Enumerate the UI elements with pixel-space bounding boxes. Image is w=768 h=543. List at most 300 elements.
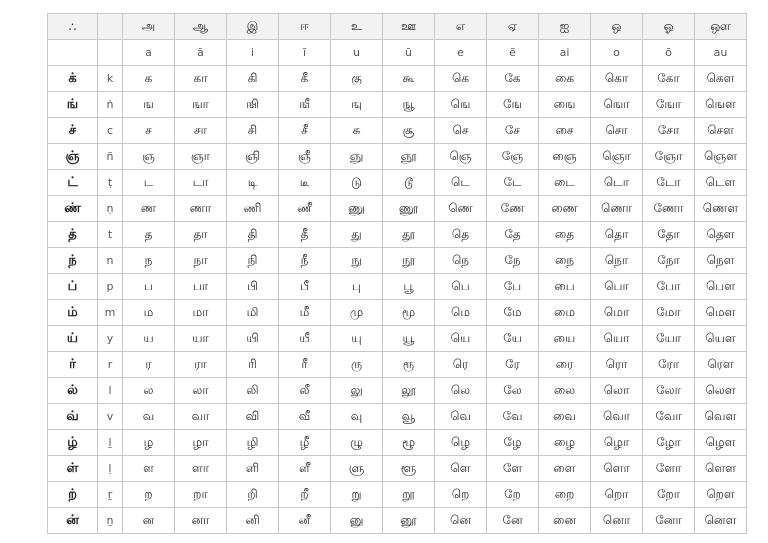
syllable-cell: மு	[331, 300, 383, 326]
consonant-row	[48, 352, 747, 378]
syllable-cell: ரூ	[383, 352, 435, 378]
syllable-cell: ழோ	[643, 430, 695, 456]
syllable-cell: வௌ	[695, 404, 747, 430]
syllable-cell: ழூ	[383, 430, 435, 456]
syllable-cell: ரோ	[643, 352, 695, 378]
vowel-transliteration-cell: e	[435, 40, 487, 66]
syllable-cell: ஞூ	[383, 144, 435, 170]
syllable-cell: மோ	[643, 300, 695, 326]
consonant-row	[48, 118, 747, 144]
syllable-cell: டி	[227, 170, 279, 196]
syllable-cell: ள	[123, 456, 175, 482]
syllable-cell: னொ	[591, 508, 643, 534]
consonant-latin-cell: y	[98, 326, 123, 352]
syllable-cell: ளோ	[643, 456, 695, 482]
vowel-header-cell: அ	[123, 14, 175, 40]
syllable-cell: னெ	[435, 508, 487, 534]
syllable-cell: பை	[539, 274, 591, 300]
syllable-cell: பா	[175, 274, 227, 300]
syllable-cell: ழை	[539, 430, 591, 456]
syllable-cell: பெ	[435, 274, 487, 300]
syllable-cell: து	[331, 222, 383, 248]
syllable-cell: ஞா	[175, 144, 227, 170]
syllable-cell: லீ	[279, 378, 331, 404]
vowel-header-cell: எ	[435, 14, 487, 40]
consonant-row	[48, 196, 747, 222]
vowel-transliteration-row	[48, 40, 747, 66]
syllable-cell: ற	[123, 482, 175, 508]
syllable-cell: ளொ	[591, 456, 643, 482]
vowel-transliteration-cell: ā	[175, 40, 227, 66]
syllable-cell: ளா	[175, 456, 227, 482]
syllable-cell: பி	[227, 274, 279, 300]
syllable-cell: யி	[227, 326, 279, 352]
syllable-cell: ரு	[331, 352, 383, 378]
syllable-cell: தெ	[435, 222, 487, 248]
consonant-latin-cell: k	[98, 66, 123, 92]
tamil-alphabet-grid	[47, 13, 747, 534]
syllable-cell: வி	[227, 404, 279, 430]
vowel-transliteration-cell: ai	[539, 40, 591, 66]
syllable-cell: ளௌ	[695, 456, 747, 482]
syllable-cell: கை	[539, 66, 591, 92]
syllable-cell: ரி	[227, 352, 279, 378]
syllable-cell: ணா	[175, 196, 227, 222]
consonant-cell: ம்	[48, 300, 98, 326]
consonant-latin-cell: ṅ	[98, 92, 123, 118]
vowel-transliteration-cell: ē	[487, 40, 539, 66]
syllable-cell: நொ	[591, 248, 643, 274]
syllable-cell: ச	[123, 118, 175, 144]
syllable-cell: ஙே	[487, 92, 539, 118]
syllable-cell: ழே	[487, 430, 539, 456]
consonant-latin-cell: ḷ	[98, 456, 123, 482]
syllable-cell: வே	[487, 404, 539, 430]
vowel-header-cell: ஆ	[175, 14, 227, 40]
consonant-cell: ள்	[48, 456, 98, 482]
syllable-cell: டோ	[643, 170, 695, 196]
syllable-cell: மௌ	[695, 300, 747, 326]
syllable-cell: றை	[539, 482, 591, 508]
syllable-cell: யெ	[435, 326, 487, 352]
syllable-cell: மை	[539, 300, 591, 326]
syllable-cell: ய	[123, 326, 175, 352]
syllable-cell: நு	[331, 248, 383, 274]
consonant-row	[48, 66, 747, 92]
syllable-cell: ளு	[331, 456, 383, 482]
syllable-cell: னே	[487, 508, 539, 534]
consonant-cell: ட்	[48, 170, 98, 196]
consonant-latin-cell: ṇ	[98, 196, 123, 222]
consonant-row	[48, 508, 747, 534]
consonant-cell: ப்	[48, 274, 98, 300]
syllable-cell: லோ	[643, 378, 695, 404]
syllable-cell: லொ	[591, 378, 643, 404]
syllable-cell: றெ	[435, 482, 487, 508]
syllable-cell: றி	[227, 482, 279, 508]
syllable-cell: தா	[175, 222, 227, 248]
consonant-cell: க்	[48, 66, 98, 92]
syllable-cell: ழௌ	[695, 430, 747, 456]
syllable-cell: நா	[175, 248, 227, 274]
syllable-cell: மா	[175, 300, 227, 326]
syllable-cell: ஙை	[539, 92, 591, 118]
syllable-cell: சோ	[643, 118, 695, 144]
syllable-cell: சி	[227, 118, 279, 144]
consonant-latin-cell: l	[98, 378, 123, 404]
consonant-row	[48, 274, 747, 300]
syllable-cell: நீ	[279, 248, 331, 274]
syllable-cell: ர	[123, 352, 175, 378]
syllable-cell: ஙோ	[643, 92, 695, 118]
syllable-cell: டீ	[279, 170, 331, 196]
consonant-row	[48, 456, 747, 482]
consonant-cell: ர்	[48, 352, 98, 378]
syllable-cell: வ	[123, 404, 175, 430]
syllable-cell: தூ	[383, 222, 435, 248]
consonant-latin-cell: t	[98, 222, 123, 248]
consonant-cell: ய்	[48, 326, 98, 352]
syllable-cell: பௌ	[695, 274, 747, 300]
syllable-cell: பே	[487, 274, 539, 300]
vowel-header-row	[48, 14, 747, 40]
syllable-cell: ந	[123, 248, 175, 274]
syllable-cell: தீ	[279, 222, 331, 248]
syllable-cell: யொ	[591, 326, 643, 352]
consonant-row	[48, 378, 747, 404]
vowel-header-cell: ஊ	[383, 14, 435, 40]
vowel-transliteration-cell: o	[591, 40, 643, 66]
syllable-cell: ளி	[227, 456, 279, 482]
syllable-cell: ழு	[331, 430, 383, 456]
vowel-transliteration-cell: a	[123, 40, 175, 66]
syllable-cell: ழா	[175, 430, 227, 456]
syllable-cell: ணீ	[279, 196, 331, 222]
syllable-cell: வீ	[279, 404, 331, 430]
vowel-transliteration-cell: au	[695, 40, 747, 66]
syllable-cell: டௌ	[695, 170, 747, 196]
syllable-cell: லே	[487, 378, 539, 404]
syllable-cell: மொ	[591, 300, 643, 326]
syllable-cell: ஞி	[227, 144, 279, 170]
consonant-cell: ல்	[48, 378, 98, 404]
syllable-cell: லை	[539, 378, 591, 404]
syllable-cell: ணௌ	[695, 196, 747, 222]
syllable-cell: கொ	[591, 66, 643, 92]
consonant-cell: ஞ்	[48, 144, 98, 170]
syllable-cell: னோ	[643, 508, 695, 534]
syllable-cell: கோ	[643, 66, 695, 92]
syllable-cell: வோ	[643, 404, 695, 430]
syllable-cell: ஙௌ	[695, 92, 747, 118]
consonant-latin-cell: ḻ	[98, 430, 123, 456]
syllable-cell: றா	[175, 482, 227, 508]
syllable-cell: ஙா	[175, 92, 227, 118]
syllable-cell: ஞொ	[591, 144, 643, 170]
syllable-cell: தை	[539, 222, 591, 248]
syllable-cell: ணே	[487, 196, 539, 222]
syllable-cell: ரே	[487, 352, 539, 378]
vowel-header-cell: ஓ	[643, 14, 695, 40]
consonant-row	[48, 326, 747, 352]
consonant-cell: ன்	[48, 508, 98, 534]
syllable-cell: ளீ	[279, 456, 331, 482]
syllable-cell: டூ	[383, 170, 435, 196]
syllable-cell: ணை	[539, 196, 591, 222]
syllable-cell: வூ	[383, 404, 435, 430]
syllable-cell: ளெ	[435, 456, 487, 482]
vowel-transliteration-cell: u	[331, 40, 383, 66]
syllable-cell: ரீ	[279, 352, 331, 378]
syllable-cell: டு	[331, 170, 383, 196]
syllable-cell: லா	[175, 378, 227, 404]
consonant-latin-cell: m	[98, 300, 123, 326]
syllable-cell: பூ	[383, 274, 435, 300]
syllable-cell: சௌ	[695, 118, 747, 144]
syllable-cell: ஙூ	[383, 92, 435, 118]
syllable-cell: லூ	[383, 378, 435, 404]
syllable-cell: சே	[487, 118, 539, 144]
syllable-cell: ளூ	[383, 456, 435, 482]
syllable-cell: யோ	[643, 326, 695, 352]
syllable-cell: நே	[487, 248, 539, 274]
syllable-cell: ழெ	[435, 430, 487, 456]
consonant-cell: ற்	[48, 482, 98, 508]
consonant-latin-cell: ñ	[98, 144, 123, 170]
syllable-cell: யீ	[279, 326, 331, 352]
syllable-cell: கெ	[435, 66, 487, 92]
syllable-cell: நோ	[643, 248, 695, 274]
syllable-cell: ன	[123, 508, 175, 534]
consonant-row	[48, 430, 747, 456]
syllable-cell: றீ	[279, 482, 331, 508]
syllable-cell: கு	[331, 66, 383, 92]
syllable-cell: தோ	[643, 222, 695, 248]
syllable-cell: ஞ	[123, 144, 175, 170]
syllable-cell: கூ	[383, 66, 435, 92]
syllable-cell: கௌ	[695, 66, 747, 92]
consonant-cell: ங்	[48, 92, 98, 118]
consonant-cell: த்	[48, 222, 98, 248]
syllable-cell: வொ	[591, 404, 643, 430]
syllable-cell: ணொ	[591, 196, 643, 222]
consonant-row	[48, 144, 747, 170]
syllable-cell: செ	[435, 118, 487, 144]
vowel-transliteration-cell: i	[227, 40, 279, 66]
syllable-cell: ணூ	[383, 196, 435, 222]
syllable-cell: ஙொ	[591, 92, 643, 118]
syllable-cell: ஞோ	[643, 144, 695, 170]
syllable-cell: றொ	[591, 482, 643, 508]
syllable-cell: ணெ	[435, 196, 487, 222]
syllable-cell: சொ	[591, 118, 643, 144]
syllable-cell: பு	[331, 274, 383, 300]
syllable-cell: னா	[175, 508, 227, 534]
blank-cell	[98, 40, 123, 66]
syllable-cell: மி	[227, 300, 279, 326]
syllable-cell: மீ	[279, 300, 331, 326]
syllable-cell: தொ	[591, 222, 643, 248]
syllable-cell: லௌ	[695, 378, 747, 404]
syllable-cell: சீ	[279, 118, 331, 144]
syllable-cell: யை	[539, 326, 591, 352]
consonant-row	[48, 222, 747, 248]
syllable-cell: றோ	[643, 482, 695, 508]
syllable-cell: னி	[227, 508, 279, 534]
syllable-cell: ஞீ	[279, 144, 331, 170]
blank-header-cell	[98, 14, 123, 40]
corner-symbol: ∴	[48, 14, 98, 40]
syllable-cell: ணோ	[643, 196, 695, 222]
consonant-latin-cell: c	[98, 118, 123, 144]
syllable-cell: ண	[123, 196, 175, 222]
syllable-cell: றூ	[383, 482, 435, 508]
syllable-cell: லி	[227, 378, 279, 404]
syllable-cell: னௌ	[695, 508, 747, 534]
syllable-cell: டே	[487, 170, 539, 196]
syllable-cell: ல	[123, 378, 175, 404]
consonant-latin-cell: n	[98, 248, 123, 274]
syllable-cell: சா	[175, 118, 227, 144]
syllable-cell: மே	[487, 300, 539, 326]
consonant-cell: ண்	[48, 196, 98, 222]
syllable-cell: லு	[331, 378, 383, 404]
consonant-cell: ழ்	[48, 430, 98, 456]
syllable-cell: மெ	[435, 300, 487, 326]
syllable-cell: ணி	[227, 196, 279, 222]
consonant-cell: வ்	[48, 404, 98, 430]
syllable-cell: போ	[643, 274, 695, 300]
syllable-cell: வா	[175, 404, 227, 430]
syllable-cell: பொ	[591, 274, 643, 300]
uyirmei-table	[47, 13, 747, 534]
syllable-cell: டொ	[591, 170, 643, 196]
syllable-cell: ழ	[123, 430, 175, 456]
consonant-row	[48, 170, 747, 196]
syllable-cell: யு	[331, 326, 383, 352]
syllable-cell: தே	[487, 222, 539, 248]
syllable-cell: க	[123, 66, 175, 92]
syllable-cell: ம	[123, 300, 175, 326]
syllable-cell: நி	[227, 248, 279, 274]
vowel-header-cell: இ	[227, 14, 279, 40]
syllable-cell: ணு	[331, 196, 383, 222]
syllable-cell: ழீ	[279, 430, 331, 456]
vowel-transliteration-cell: ō	[643, 40, 695, 66]
syllable-cell: ஙெ	[435, 92, 487, 118]
syllable-cell: றே	[487, 482, 539, 508]
syllable-cell: ஙி	[227, 92, 279, 118]
syllable-cell: ரௌ	[695, 352, 747, 378]
syllable-cell: ரொ	[591, 352, 643, 378]
vowel-transliteration-cell: ū	[383, 40, 435, 66]
consonant-latin-cell: v	[98, 404, 123, 430]
syllable-cell: ரா	[175, 352, 227, 378]
syllable-cell: நௌ	[695, 248, 747, 274]
syllable-cell: தி	[227, 222, 279, 248]
consonant-latin-cell: p	[98, 274, 123, 300]
syllable-cell: னு	[331, 508, 383, 534]
vowel-header-cell: ஔ	[695, 14, 747, 40]
syllable-cell: தௌ	[695, 222, 747, 248]
syllable-cell: டா	[175, 170, 227, 196]
consonant-row	[48, 482, 747, 508]
syllable-cell: ழொ	[591, 430, 643, 456]
syllable-cell: னீ	[279, 508, 331, 534]
syllable-cell: ரெ	[435, 352, 487, 378]
syllable-cell: நூ	[383, 248, 435, 274]
syllable-cell: றௌ	[695, 482, 747, 508]
syllable-cell: ஞை	[539, 144, 591, 170]
syllable-cell: ஞே	[487, 144, 539, 170]
vowel-header-cell: ஏ	[487, 14, 539, 40]
syllable-cell: சு	[331, 118, 383, 144]
syllable-cell: யூ	[383, 326, 435, 352]
syllable-cell: மூ	[383, 300, 435, 326]
syllable-cell: கே	[487, 66, 539, 92]
syllable-cell: லெ	[435, 378, 487, 404]
syllable-cell: ட	[123, 170, 175, 196]
consonant-latin-cell: ṉ	[98, 508, 123, 534]
syllable-cell: யே	[487, 326, 539, 352]
syllable-cell: டெ	[435, 170, 487, 196]
consonant-cell: ந்	[48, 248, 98, 274]
consonant-row	[48, 92, 747, 118]
syllable-cell: த	[123, 222, 175, 248]
vowel-header-cell: ஈ	[279, 14, 331, 40]
vowel-header-cell: உ	[331, 14, 383, 40]
consonant-latin-cell: r	[98, 352, 123, 378]
syllable-cell: ளை	[539, 456, 591, 482]
syllable-cell: ழி	[227, 430, 279, 456]
syllable-cell: சை	[539, 118, 591, 144]
syllable-cell: யௌ	[695, 326, 747, 352]
vowel-header-cell: ஒ	[591, 14, 643, 40]
syllable-cell: யா	[175, 326, 227, 352]
syllable-cell: ஞு	[331, 144, 383, 170]
syllable-cell: ளே	[487, 456, 539, 482]
vowel-header-cell: ஐ	[539, 14, 591, 40]
syllable-cell: கி	[227, 66, 279, 92]
syllable-cell: நெ	[435, 248, 487, 274]
vowel-transliteration-cell: ī	[279, 40, 331, 66]
syllable-cell: நை	[539, 248, 591, 274]
syllable-cell: வை	[539, 404, 591, 430]
consonant-latin-cell: ṟ	[98, 482, 123, 508]
consonant-row	[48, 248, 747, 274]
syllable-cell: டை	[539, 170, 591, 196]
blank-cell	[48, 40, 98, 66]
syllable-cell: பீ	[279, 274, 331, 300]
syllable-cell: ஙீ	[279, 92, 331, 118]
syllable-cell: கீ	[279, 66, 331, 92]
syllable-cell: வு	[331, 404, 383, 430]
syllable-cell: ரை	[539, 352, 591, 378]
syllable-cell: கா	[175, 66, 227, 92]
syllable-cell: று	[331, 482, 383, 508]
syllable-cell: ஞௌ	[695, 144, 747, 170]
consonant-row	[48, 300, 747, 326]
consonant-cell: ச்	[48, 118, 98, 144]
syllable-cell: னை	[539, 508, 591, 534]
syllable-cell: வெ	[435, 404, 487, 430]
syllable-cell: ப	[123, 274, 175, 300]
syllable-cell: ஙு	[331, 92, 383, 118]
syllable-cell: ங	[123, 92, 175, 118]
syllable-cell: சூ	[383, 118, 435, 144]
syllable-cell: ஞெ	[435, 144, 487, 170]
consonant-row	[48, 404, 747, 430]
